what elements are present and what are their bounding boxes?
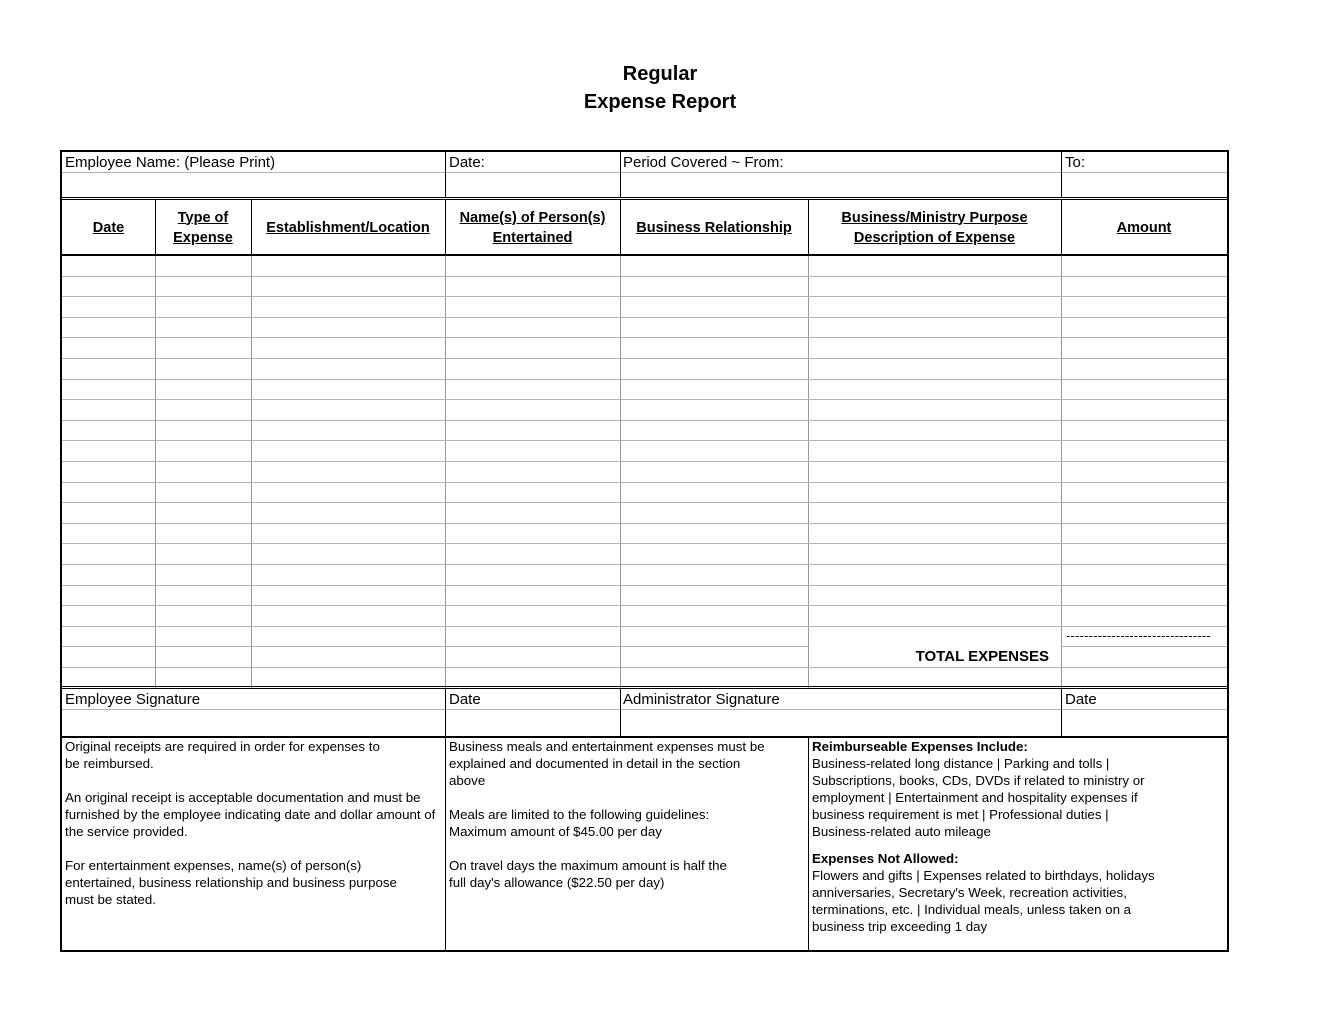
date-label: Date:: [449, 154, 485, 171]
expense-row[interactable]: [62, 400, 1227, 420]
col-header-purpose-text: Business/Ministry Purpose Description of Expense: [841, 209, 1028, 246]
col-header-relationship: Business Relationship: [636, 219, 792, 236]
expense-row[interactable]: [62, 256, 1227, 276]
expense-row[interactable]: [62, 668, 1227, 688]
period-to-field[interactable]: [1062, 173, 1227, 198]
expense-row[interactable]: [62, 606, 1227, 626]
col-header-date: Date: [92, 219, 125, 236]
col-header-amount: Amount: [1116, 219, 1172, 236]
col-header-persons: [445, 201, 620, 254]
col-header-type: [155, 201, 251, 254]
date-field[interactable]: [446, 173, 620, 198]
period-from-field[interactable]: [621, 173, 1061, 198]
admin-signature-field[interactable]: [621, 710, 1061, 736]
notes-not-allowed-heading: Expenses Not Allowed:: [812, 851, 959, 866]
expense-row[interactable]: [62, 503, 1227, 523]
col-vline-4: [620, 200, 621, 254]
expense-row[interactable]: [62, 338, 1227, 358]
signature-date1-field[interactable]: [446, 710, 620, 736]
info-bottom-border: [62, 197, 1227, 200]
period-from-label: Period Covered ~ From:: [623, 154, 784, 171]
sig-vline-2: [620, 689, 621, 737]
body-bottom-border: [62, 686, 1227, 689]
employee-name-field[interactable]: [62, 173, 445, 198]
col-vline-3: [445, 200, 446, 254]
col-vline-2: [251, 200, 252, 254]
info-divider: [62, 172, 1227, 173]
total-expenses-label: TOTAL EXPENSES: [915, 648, 1049, 665]
col-header-persons-text: Name(s) of Person(s) Entertained: [459, 209, 606, 246]
employee-name-label: Employee Name: (Please Print): [65, 154, 276, 171]
expense-row[interactable]: [62, 586, 1227, 606]
total-expenses-amount-field[interactable]: [1062, 645, 1227, 665]
signature-date2-label: Date: [1065, 691, 1097, 708]
expense-row[interactable]: [62, 565, 1227, 585]
notes-vline-2: [808, 737, 809, 952]
expense-row[interactable]: [62, 627, 1227, 647]
expense-row[interactable]: [62, 318, 1227, 338]
report-title-line1: Regular: [622, 63, 698, 85]
notes-meals: Business meals and entertainment expenses must be explained and documented in detail in the section above Meals are limited to the following guidelines: Maximum amount of $45.00 per day On travel days the maximum amount is half the full day's allowance ($22.50 per day): [449, 739, 765, 890]
expense-row[interactable]: [62, 462, 1227, 482]
expense-row[interactable]: [62, 483, 1227, 503]
employee-signature-field[interactable]: [62, 710, 445, 736]
col-header-purpose: [808, 201, 1061, 254]
expense-row[interactable]: [62, 277, 1227, 297]
expense-row[interactable]: [62, 359, 1227, 379]
col-header-type-text: Type of Expense: [173, 209, 233, 246]
col-vline-5: [808, 200, 809, 254]
report-title-line2: Expense Report: [583, 91, 737, 113]
sig-vline-3: [1061, 689, 1062, 737]
signature-date2-field[interactable]: [1062, 710, 1227, 736]
info-vline-3: [1061, 152, 1062, 198]
info-vline-2: [620, 152, 621, 198]
signature-date1-label: Date: [449, 691, 481, 708]
info-vline-1: [445, 152, 446, 198]
expense-row[interactable]: [62, 441, 1227, 461]
expense-row[interactable]: [62, 524, 1227, 544]
notes-receipts: Original receipts are required in order for expenses to be reimbursed. An original receipt is acceptable documentation and must be furnished by the employee indicating date and dollar amount of the service provided. For entertainment expenses, name(s) of person(s) entertained, business relationship and business purpose must be stated.: [65, 739, 436, 907]
total-dash-line: --------------------------------: [1066, 628, 1211, 643]
col-header-establishment: Establishment/Location: [266, 219, 430, 236]
notes-not-allowed-body: Flowers and gifts | Expenses related to birthdays, holidays anniversaries, Secretary's Week, recreation activities, terminations, etc. | Individual meals, unless taken on a business trip exceeding 1 day: [812, 868, 1155, 934]
admin-signature-label: Administrator Signature: [623, 691, 780, 708]
employee-signature-label: Employee Signature: [65, 691, 201, 708]
sig-vline-1: [445, 689, 446, 737]
period-to-label: To:: [1065, 154, 1086, 171]
expense-row[interactable]: [62, 297, 1227, 317]
col-vline-6: [1061, 200, 1062, 254]
expense-row[interactable]: [62, 544, 1227, 564]
notes-reimbursable-body: Business-related long distance | Parking and tolls | Subscriptions, books, CDs, DVDs if related to ministry or employment | Entertainment and hospitality expenses if business requirement is met | Professional duties | Business-related auto mileage: [812, 756, 1145, 839]
col-vline-1: [155, 200, 156, 254]
expense-row[interactable]: [62, 380, 1227, 400]
expense-form: [60, 150, 1229, 952]
notes-vline-1: [445, 737, 446, 952]
expense-row[interactable]: [62, 421, 1227, 441]
notes-reimbursable-heading: Reimburseable Expenses Include:: [812, 739, 1028, 754]
